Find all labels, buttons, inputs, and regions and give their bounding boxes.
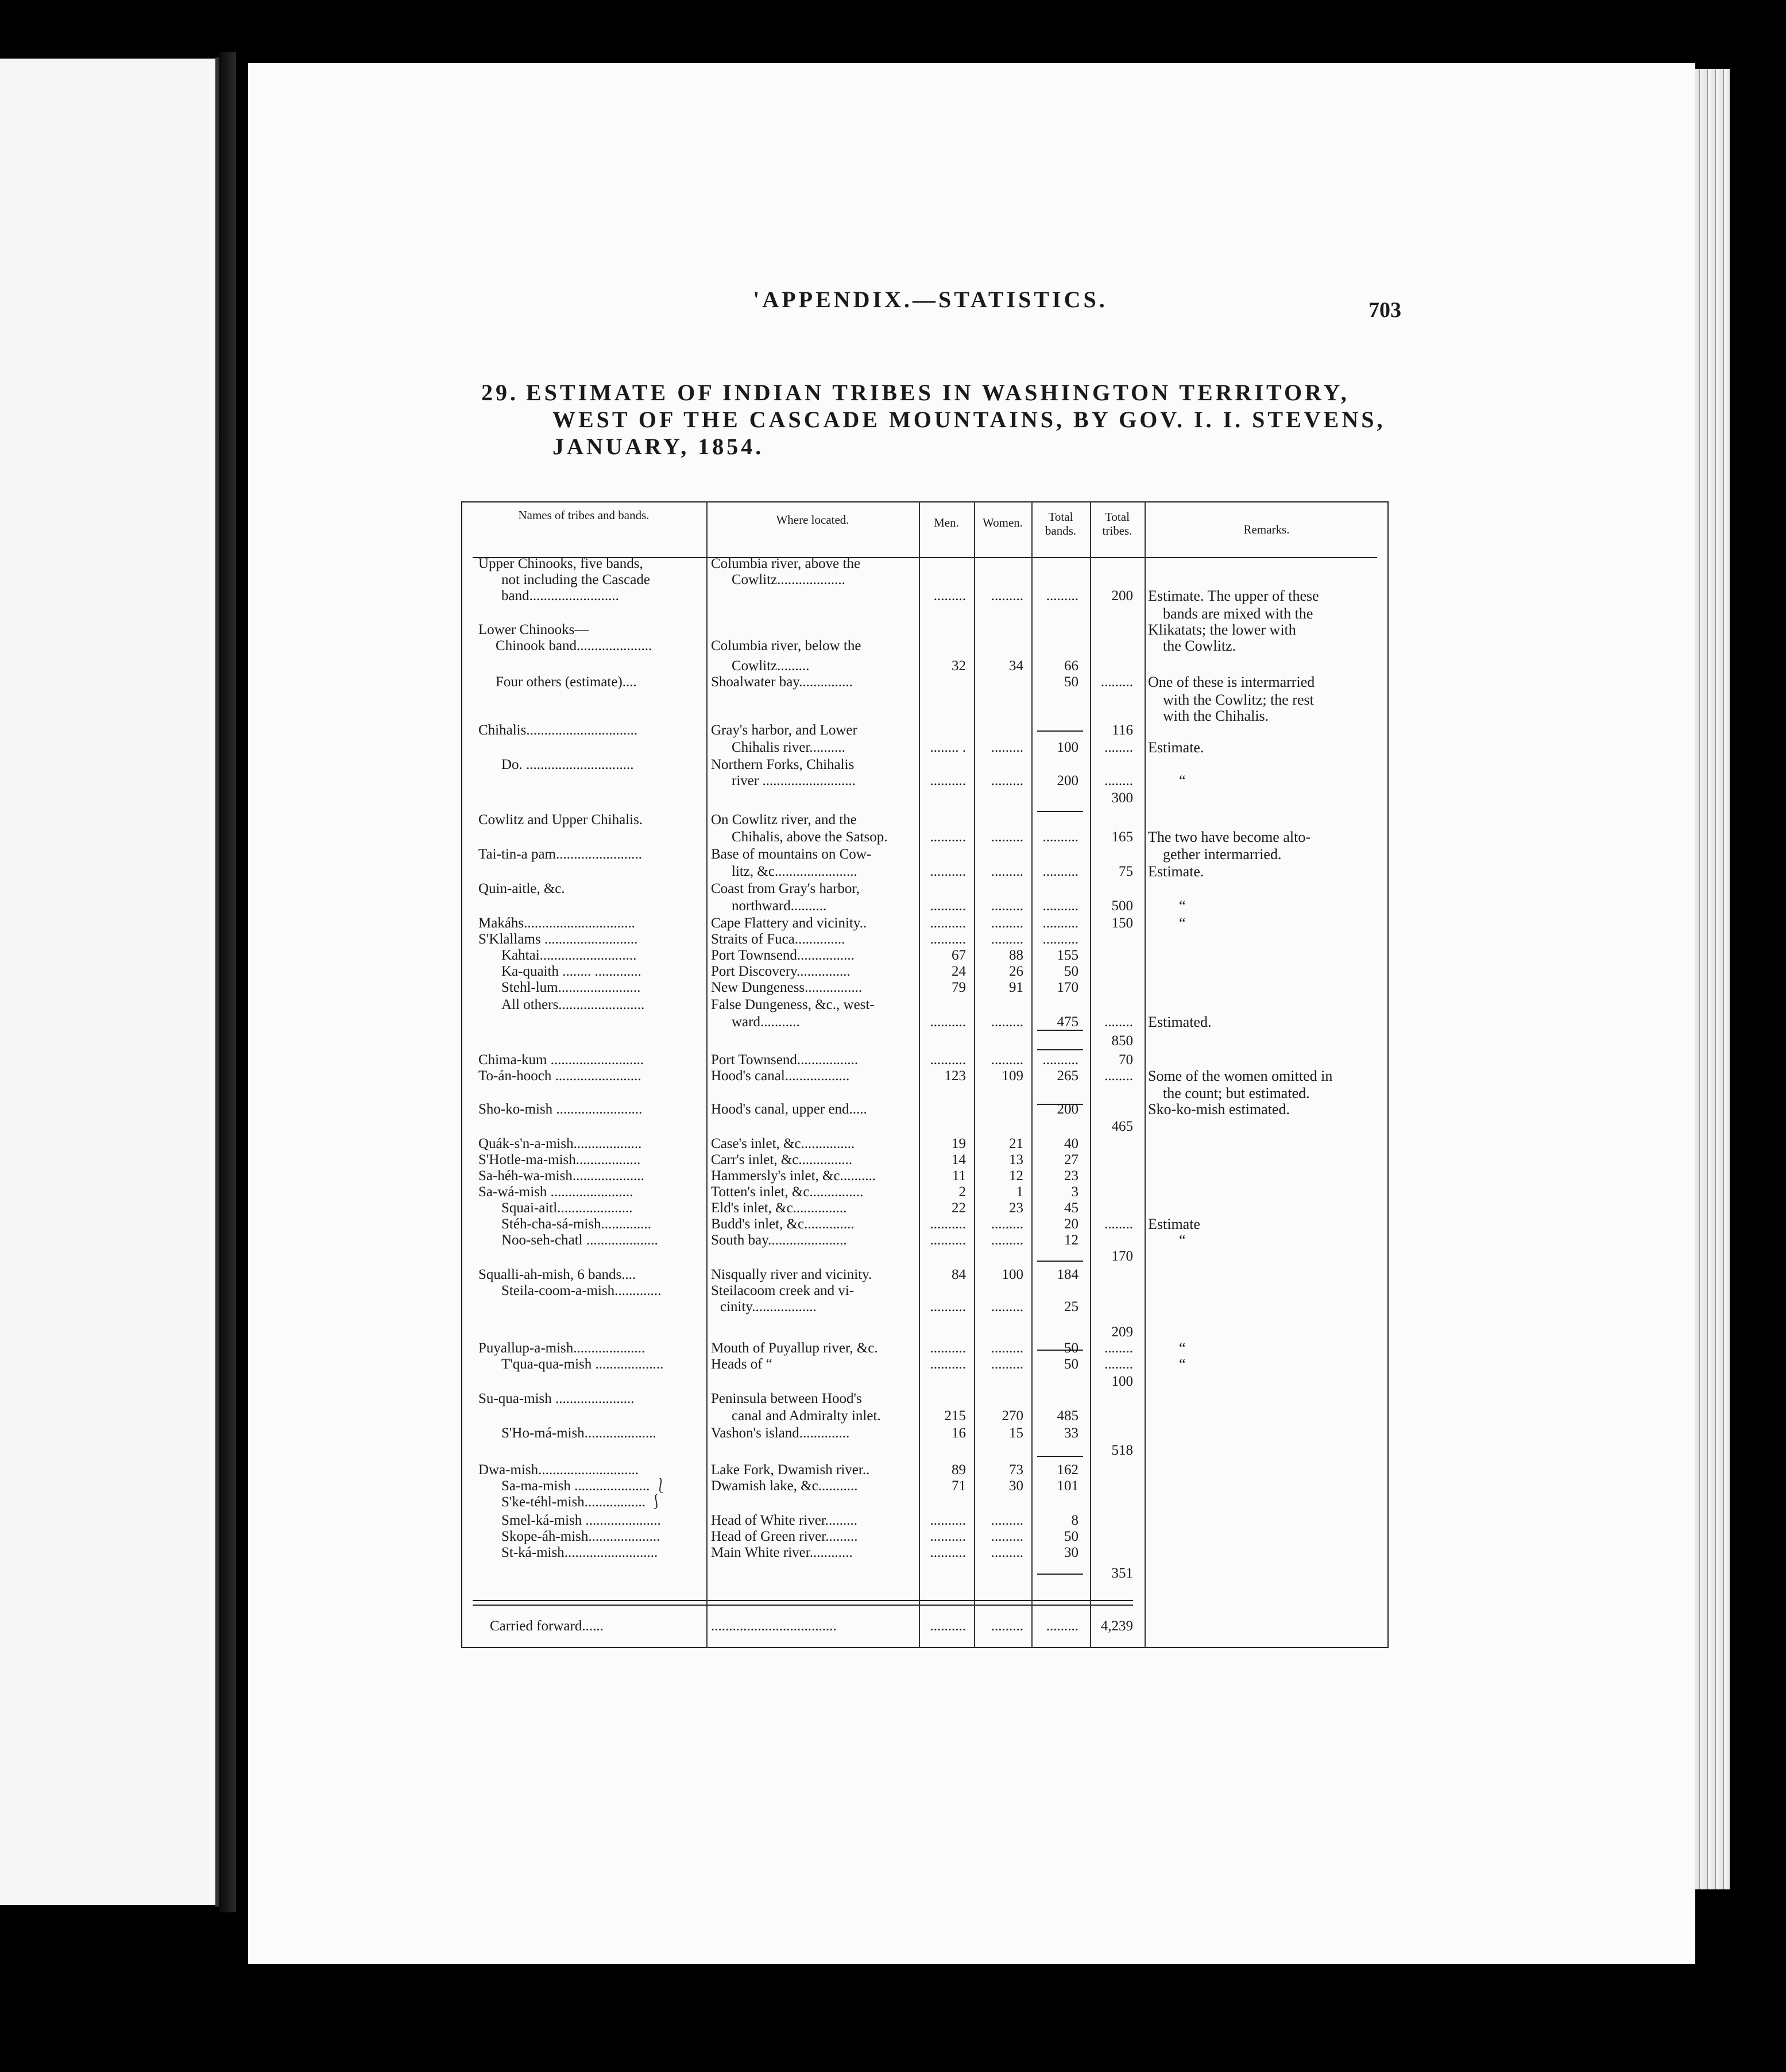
men-count: .......... [930, 1232, 966, 1248]
running-head: 'APPENDIX.—STATISTICS. [753, 287, 1108, 312]
women-count: ......... [991, 864, 1023, 879]
header-men: Men. [934, 516, 959, 529]
remark: “ [1179, 1232, 1186, 1248]
location: cinity.................. [720, 1299, 817, 1315]
location: Shoalwater bay............... [711, 674, 853, 690]
location: litz, &c....................... [732, 864, 857, 879]
location: Heads of “ [711, 1356, 772, 1372]
total-bands: 475 [1057, 1014, 1078, 1030]
men-count: 2 [958, 1184, 966, 1200]
total-bands: .......... [1042, 931, 1078, 947]
location: canal and Admiralty inlet. [732, 1408, 881, 1424]
total-bands: 50 [1064, 1340, 1078, 1356]
remark: gether intermarried. [1163, 846, 1282, 863]
location: Carr's inlet, &c............... [711, 1152, 853, 1168]
location: Cowlitz......... [732, 658, 810, 674]
men-count: .......... [930, 915, 966, 931]
women-count: 13 [1009, 1152, 1023, 1168]
total-bands: 20 [1064, 1216, 1078, 1232]
page-stack-edge [1695, 69, 1730, 1889]
men-count: .......... [930, 931, 966, 947]
remark: with the Cowlitz; the rest [1163, 692, 1314, 708]
total-tribes: 465 [1111, 1119, 1133, 1134]
location: Hood's canal, upper end..... [711, 1101, 867, 1117]
tribe-name: Noo-seh-chatl .................... [501, 1232, 658, 1248]
total-bands: .......... [1042, 915, 1078, 931]
tribe-name: Sho-ko-mish ........................ [478, 1101, 643, 1117]
women-count: 91 [1009, 980, 1023, 995]
men-count: 89 [952, 1462, 966, 1478]
header-remarks: Remarks. [1243, 523, 1290, 536]
sum-rule [1037, 1456, 1083, 1457]
location: Main White river............ [711, 1545, 853, 1560]
women-count: 1 [1016, 1184, 1023, 1200]
carried-forward-men: .......... [930, 1618, 966, 1634]
men-count: 16 [952, 1425, 966, 1441]
women-count: ......... [991, 1529, 1023, 1544]
column-rule [706, 501, 708, 1648]
tribe-name: Quin-aitle, &c. [478, 881, 565, 896]
men-count: 71 [952, 1478, 966, 1494]
header-total-tribes: tribes. [1102, 524, 1132, 538]
location: Columbia river, below the [711, 638, 861, 654]
women-count: 88 [1009, 948, 1023, 963]
men-count: .......... [930, 773, 966, 788]
location: Vashon's island.............. [711, 1425, 850, 1441]
tribe-name: Stehl-lum....................... [501, 980, 641, 995]
location: Columbia river, above the [711, 556, 861, 571]
men-count: .......... [930, 1513, 966, 1528]
remark: The two have become alto- [1148, 829, 1310, 845]
total-bands: 45 [1064, 1200, 1078, 1216]
women-count: ......... [991, 1014, 1023, 1030]
sum-rule [1037, 730, 1083, 732]
men-count: 14 [952, 1152, 966, 1168]
page-number: 703 [1369, 298, 1401, 322]
remark: One of these is intermarried [1148, 674, 1315, 690]
women-count: 21 [1009, 1136, 1023, 1151]
men-count: .......... [930, 898, 966, 914]
total-bands: .......... [1042, 864, 1078, 879]
women-count: 270 [1002, 1408, 1023, 1424]
remark: Estimate. The upper of these [1148, 588, 1319, 604]
remark: Sko-ko-mish estimated. [1148, 1101, 1290, 1118]
total-bands: 66 [1064, 658, 1078, 674]
women-count: 109 [1002, 1068, 1023, 1084]
tribe-name: Do. .............................. [501, 757, 634, 772]
location: False Dungeness, &c., west- [711, 997, 875, 1012]
total-tribes: 100 [1111, 1374, 1133, 1389]
carried-forward-label: Carried forward...... [490, 1618, 604, 1634]
column-rule [1145, 501, 1146, 1648]
women-count: 30 [1009, 1478, 1023, 1494]
carried-forward-total: 4,239 [1100, 1618, 1133, 1634]
tribe-name: Puyallup-a-mish.................... [478, 1340, 645, 1356]
location: Gray's harbor, and Lower [711, 722, 857, 738]
location: South bay...................... [711, 1232, 847, 1248]
location: Eld's inlet, &c............... [711, 1200, 847, 1216]
remark: “ [1179, 773, 1186, 789]
women-count: ......... [991, 1232, 1023, 1248]
total-tribes: 850 [1111, 1033, 1133, 1049]
total-bands: 100 [1057, 740, 1078, 755]
total-bands: 50 [1064, 1356, 1078, 1372]
location: Nisqually river and vicinity. [711, 1267, 872, 1282]
men-count: 22 [952, 1200, 966, 1216]
location: Cape Flattery and vicinity.. [711, 915, 867, 931]
total-bands: 485 [1057, 1408, 1078, 1424]
total-tribes: 300 [1111, 790, 1133, 806]
location: Budd's inlet, &c.............. [711, 1216, 855, 1232]
women-count: ......... [991, 740, 1023, 755]
header-total-tribes: Total [1105, 510, 1130, 524]
men-count: ........ . [930, 740, 966, 755]
total-bands: 184 [1057, 1267, 1078, 1282]
men-count: 24 [952, 964, 966, 979]
tribe-name: Four others (estimate).... [496, 674, 637, 690]
location: Dwamish lake, &c........... [711, 1478, 858, 1494]
total-tribes: 116 [1112, 722, 1133, 738]
location: Port Discovery............... [711, 964, 851, 979]
tribe-name: T'qua-qua-mish ................... [501, 1356, 664, 1372]
facing-page-margin [0, 59, 215, 1905]
total-bands: 12 [1064, 1232, 1078, 1248]
women-count: ......... [991, 1545, 1023, 1560]
women-count: ......... [991, 915, 1023, 931]
total-bands: 155 [1057, 948, 1078, 963]
carried-forward-women: ......... [991, 1618, 1023, 1634]
tribe-name: S'Klallams .......................... [478, 931, 638, 947]
carried-forward-where: ................................... [711, 1618, 837, 1634]
tribe-name: Makáhs............................... [478, 915, 635, 931]
tribe-name: Squalli-ah-mish, 6 bands.... [478, 1267, 636, 1282]
book-gutter [219, 52, 236, 1912]
tribe-name: Tai-tin-a pam........................ [478, 846, 642, 862]
men-count: .......... [930, 829, 966, 845]
tribe-name: Chinook band..................... [496, 638, 652, 654]
total-tribes: 150 [1111, 915, 1133, 931]
total-bands: 265 [1057, 1068, 1078, 1084]
women-count: ......... [991, 588, 1023, 604]
sum-rule [1037, 1049, 1083, 1050]
total-tribes: 165 [1111, 829, 1133, 845]
remark: with the Chihalis. [1163, 708, 1269, 724]
location: Case's inlet, &c............... [711, 1136, 855, 1151]
tribe-name: S'Hotle-ma-mish.................. [478, 1152, 641, 1168]
total-tribes: ........ [1104, 1014, 1133, 1030]
total-tribes: 170 [1111, 1248, 1133, 1264]
total-bands: ......... [1046, 588, 1078, 604]
tribe-name: Smel-ká-mish ..................... [501, 1513, 661, 1528]
total-bands: .......... [1042, 1052, 1078, 1068]
total-bands: .......... [1042, 829, 1078, 845]
location: Steilacoom creek and vi- [711, 1283, 855, 1298]
location: Straits of Fuca.............. [711, 931, 845, 947]
women-count: 100 [1002, 1267, 1023, 1282]
remark: the count; but estimated. [1163, 1085, 1310, 1101]
sum-rule [1037, 1261, 1083, 1262]
location: Port Townsend................. [711, 1052, 859, 1068]
header-total-bands: Total [1048, 510, 1073, 524]
men-count: 215 [944, 1408, 966, 1424]
header-names: Names of tribes and bands. [518, 508, 650, 522]
women-count: 26 [1009, 964, 1023, 979]
title-line-3: JANUARY, 1854. [552, 434, 764, 459]
women-count: 73 [1009, 1462, 1023, 1478]
men-count: .......... [930, 1299, 966, 1315]
remark: Estimate [1148, 1216, 1200, 1232]
tribe-name: not including the Cascade [501, 572, 650, 587]
remark: Estimate. [1148, 740, 1204, 756]
men-count: 19 [952, 1136, 966, 1151]
men-count: 79 [952, 980, 966, 995]
total-bands: 8 [1071, 1513, 1078, 1528]
women-count: 34 [1009, 658, 1023, 674]
total-tribes: ........ [1104, 740, 1133, 755]
tribe-name: All others........................ [501, 997, 645, 1012]
tribe-name: Chihalis............................... [478, 722, 638, 738]
tribe-name: S'Ho-má-mish.................... [501, 1425, 656, 1441]
total-tribes: 200 [1111, 588, 1133, 604]
women-count: 23 [1009, 1200, 1023, 1216]
total-tribes: 500 [1111, 898, 1133, 914]
location: Coast from Gray's harbor, [711, 881, 860, 896]
remark: Estimated. [1148, 1014, 1212, 1030]
women-count: 12 [1009, 1168, 1023, 1184]
title-line-1: ESTIMATE OF INDIAN TRIBES IN WASHINGTON TERRITORY, [526, 380, 1350, 405]
women-count: ......... [991, 1052, 1023, 1068]
total-tribes: 70 [1119, 1052, 1133, 1068]
remark: Estimate. [1148, 864, 1204, 880]
remark: “ [1179, 1340, 1186, 1356]
women-count: ......... [991, 1216, 1023, 1232]
total-bands: 200 [1057, 773, 1078, 788]
total-bands: 101 [1057, 1478, 1078, 1494]
total-bands: 27 [1064, 1152, 1078, 1168]
remark: “ [1179, 898, 1186, 914]
total-bands: 50 [1064, 674, 1078, 690]
location: Lake Fork, Dwamish river.. [711, 1462, 870, 1478]
men-count: ......... [933, 588, 966, 604]
men-count: 67 [952, 948, 966, 963]
total-bands: 50 [1064, 964, 1078, 979]
men-count: .......... [930, 1014, 966, 1030]
tribe-name: Squai-aitl..................... [501, 1200, 633, 1216]
location: Northern Forks, Chihalis [711, 757, 855, 772]
location: Mouth of Puyallup river, &c. [711, 1340, 878, 1356]
location: Chihalis river.......... [732, 740, 845, 755]
women-count: ......... [991, 1356, 1023, 1372]
remark: bands are mixed with the [1163, 606, 1313, 622]
total-bands: 40 [1064, 1136, 1078, 1151]
women-count: ......... [991, 931, 1023, 947]
tribe-name: Upper Chinooks, five bands, [478, 556, 643, 571]
footer-rule-2 [473, 1605, 1133, 1606]
location: Head of White river......... [711, 1513, 858, 1528]
men-count: 32 [952, 658, 966, 674]
header-women: Women. [982, 516, 1023, 529]
remark: Klikatats; the lower with [1148, 622, 1296, 638]
women-count: ......... [991, 1513, 1023, 1528]
women-count: ......... [991, 829, 1023, 845]
men-count: .......... [930, 1216, 966, 1232]
men-count: 84 [952, 1267, 966, 1282]
men-count: .......... [930, 1052, 966, 1068]
location: northward.......... [732, 898, 827, 914]
total-bands: 50 [1064, 1529, 1078, 1544]
men-count: 123 [944, 1068, 966, 1084]
table-number: 29. [481, 380, 519, 405]
carried-forward-bands: ......... [1046, 1618, 1078, 1634]
location: Hammersly's inlet, &c.......... [711, 1168, 876, 1184]
tribe-name: Lower Chinooks— [478, 622, 589, 637]
total-tribes: ......... [1100, 674, 1133, 690]
total-bands: .......... [1042, 898, 1078, 914]
men-count: .......... [930, 864, 966, 879]
location: Cowlitz................... [732, 572, 845, 587]
total-tribes: 209 [1111, 1324, 1133, 1340]
remark: “ [1179, 915, 1186, 931]
tribe-name: Kahtai........................... [501, 948, 637, 963]
tribe-name: Sa-ma-mish ..................... ⎱ [501, 1478, 668, 1494]
location: river .......................... [732, 773, 856, 788]
header-where: Where located. [776, 513, 849, 527]
footer-rule-1 [473, 1600, 1133, 1601]
women-count: 15 [1009, 1425, 1023, 1441]
table-title [481, 379, 1394, 460]
location: New Dungeness................ [711, 980, 863, 995]
tribe-name: Steila-coom-a-mish............. [501, 1283, 662, 1298]
tribe-name: Sa-wá-mish ....................... [478, 1184, 633, 1200]
total-bands: 170 [1057, 980, 1078, 995]
location: Peninsula between Hood's [711, 1391, 862, 1406]
tribe-name: band......................... [501, 588, 619, 604]
location: Head of Green river......... [711, 1529, 858, 1544]
total-tribes: 351 [1111, 1565, 1133, 1581]
header-total-bands: bands. [1045, 524, 1077, 538]
tribe-name: S'ke-téhl-mish................. ⎰ [501, 1494, 664, 1510]
total-tribes: 75 [1119, 864, 1133, 879]
men-count: .......... [930, 1356, 966, 1372]
sum-rule [1037, 1574, 1083, 1575]
tribe-name: To-án-hooch ........................ [478, 1068, 641, 1084]
total-tribes: ........ [1104, 1356, 1133, 1372]
location: Totten's inlet, &c............... [711, 1184, 864, 1200]
women-count: ......... [991, 898, 1023, 914]
remark: the Cowlitz. [1163, 638, 1236, 654]
total-bands: 25 [1064, 1299, 1078, 1315]
location: Port Townsend................ [711, 948, 855, 963]
women-count: ......... [991, 1299, 1023, 1315]
women-count: ......... [991, 773, 1023, 788]
total-tribes: 518 [1111, 1443, 1133, 1458]
tribe-name: Stéh-cha-sá-mish.............. [501, 1216, 652, 1232]
remark: “ [1179, 1356, 1186, 1373]
total-bands: 30 [1064, 1545, 1078, 1560]
location: Base of mountains on Cow- [711, 846, 872, 862]
men-count: 11 [952, 1168, 966, 1184]
location: ward........... [732, 1014, 800, 1030]
tribe-name: Skope-áh-mish.................... [501, 1529, 660, 1544]
total-bands: 3 [1071, 1184, 1078, 1200]
men-count: .......... [930, 1340, 966, 1356]
total-bands: 162 [1057, 1462, 1078, 1478]
tribe-name: St-ká-mish.......................... [501, 1545, 658, 1560]
total-tribes: ........ [1104, 773, 1133, 788]
total-tribes: ........ [1104, 1216, 1133, 1232]
total-tribes: ........ [1104, 1068, 1133, 1084]
total-bands: 200 [1057, 1101, 1078, 1117]
men-count: .......... [930, 1545, 966, 1560]
sum-rule [1037, 811, 1083, 812]
tribe-name: Su-qua-mish ...................... [478, 1391, 635, 1406]
title-line-2: WEST OF THE CASCADE MOUNTAINS, BY GOV. I. I. STEVENS, [552, 407, 1386, 432]
tribe-name: Quák-s'n-a-mish................... [478, 1136, 642, 1151]
total-bands: 33 [1064, 1425, 1078, 1441]
location: Hood's canal.................. [711, 1068, 850, 1084]
total-tribes: ........ [1104, 1340, 1133, 1356]
tribe-name: Dwa-mish............................ [478, 1462, 639, 1478]
remark: Some of the women omitted in [1148, 1068, 1333, 1084]
location: Chihalis, above the Satsop. [732, 829, 888, 845]
tribe-name: Chima-kum .......................... [478, 1052, 644, 1068]
tribe-name: Ka-quaith ........ ............. [501, 964, 641, 979]
women-count: ......... [991, 1340, 1023, 1356]
tribe-name: Sa-héh-wa-mish.................... [478, 1168, 644, 1184]
tribe-name: Cowlitz and Upper Chihalis. [478, 812, 643, 828]
men-count: .......... [930, 1529, 966, 1544]
total-bands: 23 [1064, 1168, 1078, 1184]
location: On Cowlitz river, and the [711, 812, 857, 828]
